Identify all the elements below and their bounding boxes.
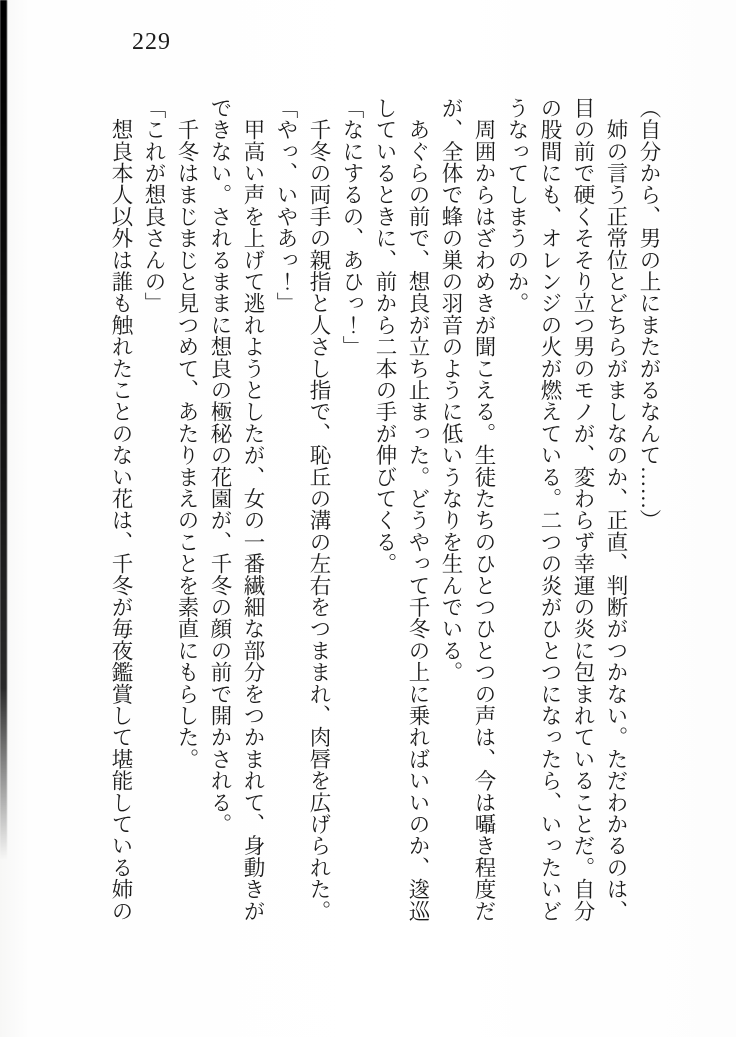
text-column: 千冬の両手の親指と人さし指で、恥丘の溝の左右をつままれ、肉唇を広げられた。 <box>307 97 331 922</box>
text-column: 目の前で硬くそそり立つ男のモノが、変わらず幸運の炎に包まれていることだ。自分 <box>571 97 595 922</box>
text-column: 姉の言う正常位とどちらがましなのか、正直、判断がつかない。ただわかるのは、 <box>604 97 628 922</box>
text-column: うなってしまうのか。 <box>505 97 529 314</box>
text-column: 「これが想良さんの」 <box>142 97 166 314</box>
text-column: しているときに、前から二本の手が伸びてくる。 <box>373 97 397 575</box>
scan-edge-shadow <box>0 0 7 860</box>
text-column: 甲高い声を上げて逃れようとしたが、女の一番繊細な部分をつかまれて、身動きが <box>241 97 265 922</box>
text-column: あぐらの前で、想良が立ち止まった。どうやって千冬の上に乗ればいいのか、逡巡 <box>406 97 430 922</box>
text-column: 周囲からはざわめきが聞こえる。生徒たちのひとつひとつの声は、今は囁き程度だ <box>472 97 496 922</box>
text-column: の股間にも、オレンジの火が燃えている。二つの炎がひとつになったら、いったいど <box>538 97 562 922</box>
body-text <box>104 97 665 921</box>
text-column: 「やっ、いやあっ！」 <box>274 97 298 314</box>
page-number: 229 <box>132 29 171 55</box>
text-column: できない。されるままに想良の極秘の花園が、千冬の顔の前で開かされる。 <box>208 97 232 835</box>
text-column: 千冬はまじまじと見つめて、あたりまえのことを素直にもらした。 <box>175 97 199 770</box>
text-column: が、全体で蜂の巣の羽音のように低いうなりを生んでいる。 <box>439 97 463 683</box>
text-column: 「なにするの、あひっ！」 <box>340 97 364 358</box>
text-column: 想良本人以外は誰も触れたことのない花は、千冬が毎夜鑑賞して堪能している姉の <box>109 97 133 922</box>
text-column: （自分から、男の上にまたがるなんて……） <box>637 97 661 531</box>
